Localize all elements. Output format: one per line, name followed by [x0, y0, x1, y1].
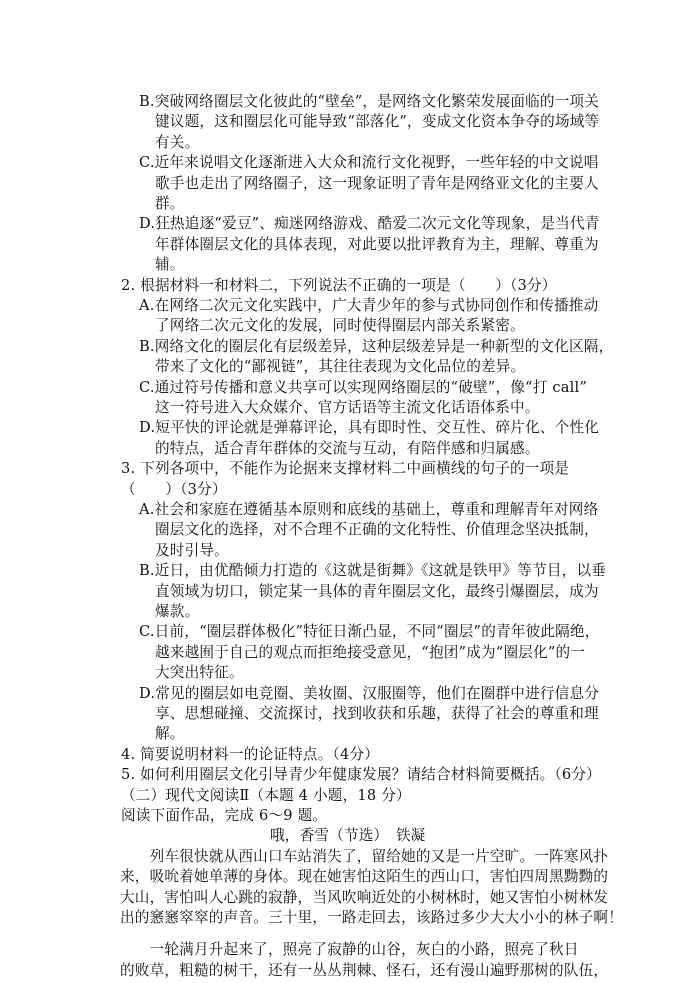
q3-option-d-line-1: D.常见的圈层如电竞圈、美妆圈、汉服圈等，他们在圈群中进行信息分 [139, 684, 600, 702]
question-2-stem: 2. 根据材料一和材料二，下列说法不正确的一项是（ ）（3分） [121, 276, 557, 294]
passage-title: 哦，香雪（节选） 铁凝 [270, 827, 426, 845]
q3-option-a-line-2: 圈层文化的选择，对不合理不正确的文化特性、价值理念坚决抵制， [155, 521, 599, 539]
option-d-line-1: D.狂热追逐“爱豆”、痴迷网络游戏、酷爱二次元文化等现象，是当代青 [139, 215, 600, 233]
q2-option-a-line-2: 了网络二次元文化的发展，同时使得圈层内部关系紧密。 [155, 317, 525, 335]
question-4: 4. 简要说明材料一的论证特点。（4分） [121, 745, 380, 763]
passage-para-1-line-1: 列车很快就从西山口车站消失了，留给她的又是一片空旷。一阵寒风扑 [120, 847, 609, 865]
passage-para-1-line-4: 出的窸窸窣窣的声音。三十里，一路走回去，该路过多少大大小小的林子啊！ [120, 909, 623, 926]
option-b-line-1: B.突破网络圈层文化彼此的“壁垒”，是网络文化繁荣发展面临的一项关 [139, 93, 600, 110]
reading-instruction: 阅读下面作品，完成 6～9 题。 [121, 807, 328, 824]
q2-option-c-line-2: 这一符号进入大众媒介、官方话语等主流文化话语体系中。 [155, 399, 540, 416]
option-c-line-2: 歌手也走出了网络圈子，这一现象证明了青年是网络亚文化的主要人 [155, 174, 599, 192]
q3-option-c-line-1: C.日前，“圈层群体极化”特征日渐凸显，不同“圈层”的青年彼此隔绝， [139, 623, 600, 641]
option-c-line-1: C.近年来说唱文化逐渐进入大众和流行文化视野，一些年轻的中文说唱 [139, 154, 599, 172]
q3-option-c-line-2: 越来越囿于自己的观点而拒绝接受意见，“抱团”成为“圈层化”的一 [155, 643, 586, 661]
q2-option-b-line-2: 带来了文化的“鄙视链”，其往往表现为文化品位的差异。 [155, 358, 526, 376]
question-3-stem-line-1: 3. 下列各项中，不能作为论据来支撑材料二中画横线的句子的一项是 [121, 460, 570, 478]
q2-option-d-line-1: D.短平快的评论就是弹幕评论，具有即时性、交互性、碎片化、个性化 [139, 419, 600, 437]
q3-option-a-line-1: A.社会和家庭在遵循基本原则和底线的基础上，尊重和理解青年对网络 [139, 501, 599, 518]
passage-para-1-line-2: 来，吸吮着她单薄的身体。现在她害怕这陌生的西山口，害怕四周黑黝黝的 [120, 868, 609, 886]
q3-option-d-line-3: 解。 [155, 725, 185, 743]
q2-option-a-line-1: A.在网络二次元文化实践中，广大青少年的参与式协同创作和传播推动 [139, 297, 599, 314]
question-5: 5. 如何利用圈层文化引导青少年健康发展？请结合材料简要概括。（6分） [121, 766, 601, 784]
passage-para-1-line-3: 大山，害怕叫人心跳的寂静，当风吹响近处的小树林时，她又害怕小树林发 [120, 888, 609, 906]
option-b-line-2: 键议题，这和圈层化可能导致“部落化”，变成文化资本争夺的场域等 [155, 113, 600, 131]
option-d-line-2: 年群体圈层文化的具体表现，对此要以批评教育为主，理解、尊重为 [155, 235, 599, 253]
passage-para-2-line-2: 的败草，粗糙的树干，还有一丛丛荆棘、怪石，还有漫山遍野那树的队伍， [120, 961, 609, 979]
section-heading: （二）现代文阅读Ⅱ（本题 4 小题，18 分） [121, 786, 411, 804]
q3-option-c-line-3: 大突出特征。 [155, 664, 244, 682]
passage-para-2-line-1: 一轮满月升起来了，照亮了寂静的山谷，灰白的小路，照亮了秋日 [120, 941, 579, 959]
option-b-line-3: 有关。 [155, 133, 200, 151]
q2-option-b-line-1: B.网络文化的圈层化有层级差异，这种层级差异是一种新型的文化区隔， [139, 337, 614, 355]
q3-option-b-line-1: B.近日，由优酷倾力打造的《这就是街舞》《这就是铁甲》等节目，以垂 [139, 562, 607, 580]
q2-option-d-line-2: 的特点，适合青年群体的交流与互动，有陪伴感和归属感。 [155, 439, 540, 457]
q3-option-d-line-2: 享、思想碰撞、交流探讨，找到收获和乐趣，获得了社会的尊重和理 [155, 705, 599, 722]
q3-option-b-line-3: 爆款。 [155, 603, 200, 620]
q3-option-a-line-3: 及时引导。 [155, 541, 229, 559]
question-3-stem-line-2: （ ）（3分） [121, 480, 227, 498]
option-c-line-3: 群。 [155, 195, 185, 212]
q2-option-c-line-1: C.通过符号传播和意义共享可以实现网络圈层的“破壁”，像“打 call” [139, 378, 588, 396]
option-d-line-3: 辅。 [155, 256, 185, 274]
q3-option-b-line-2: 直领域为切口，锁定某一具体的青年圈层文化，最终引爆圈层，成为 [155, 582, 599, 600]
